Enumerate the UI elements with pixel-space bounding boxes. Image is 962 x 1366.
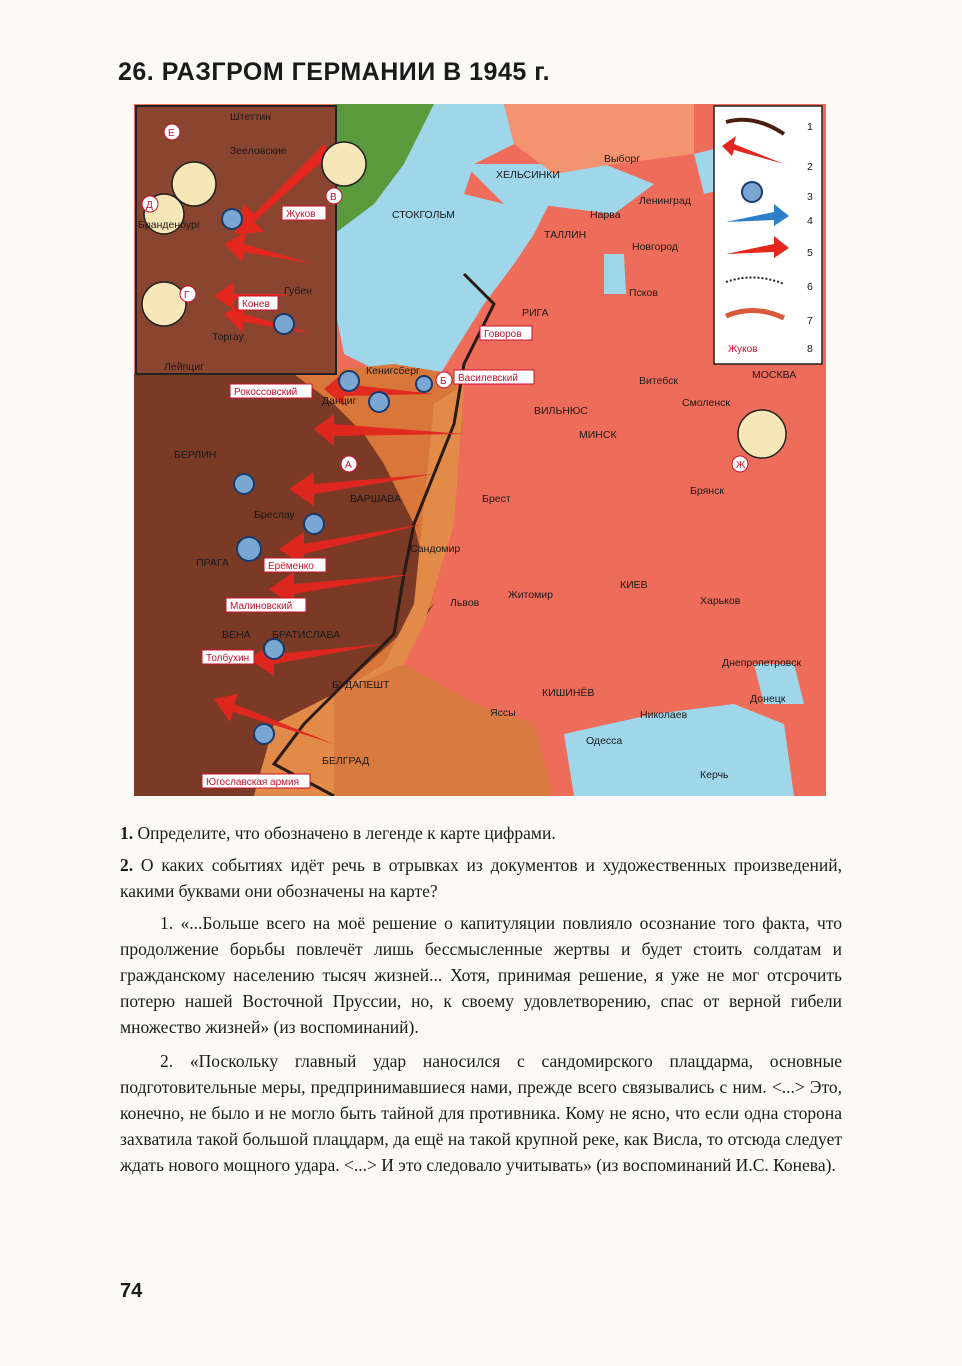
svg-text:Смоленск: Смоленск bbox=[682, 397, 731, 409]
svg-text:4: 4 bbox=[807, 215, 813, 227]
svg-text:Д: Д bbox=[146, 200, 153, 211]
svg-text:Жуков: Жуков bbox=[286, 209, 316, 220]
svg-text:СТОКГОЛЬМ: СТОКГОЛЬМ bbox=[392, 209, 455, 221]
svg-text:МОСКВА: МОСКВА bbox=[752, 369, 797, 381]
svg-text:Е: Е bbox=[168, 128, 175, 139]
svg-text:Брест: Брест bbox=[482, 493, 511, 505]
moscow-callout bbox=[738, 410, 786, 458]
svg-text:Торгау: Торгау bbox=[212, 331, 244, 343]
svg-text:Губен: Губен bbox=[284, 285, 312, 297]
svg-text:Керчь: Керчь bbox=[700, 769, 729, 781]
svg-text:Г: Г bbox=[184, 290, 190, 301]
svg-text:Новгород: Новгород bbox=[632, 241, 679, 253]
svg-text:Лейпциг: Лейпциг bbox=[164, 361, 204, 373]
svg-text:А: А bbox=[345, 460, 352, 471]
svg-text:БРАТИСЛАВА: БРАТИСЛАВА bbox=[272, 629, 341, 641]
svg-text:ВИЛЬНЮС: ВИЛЬНЮС bbox=[534, 405, 588, 417]
historical-map bbox=[134, 104, 826, 796]
svg-text:Зееловские: Зееловские bbox=[230, 145, 287, 157]
svg-text:Югославская армия: Югославская армия bbox=[206, 777, 300, 788]
svg-text:Витебск: Витебск bbox=[639, 375, 679, 387]
svg-text:6: 6 bbox=[807, 281, 813, 293]
svg-text:КИШИНЁВ: КИШИНЁВ bbox=[542, 687, 595, 699]
question-1: 1. Определите, что обозначено в легенде к карте цифрами. bbox=[120, 823, 556, 843]
svg-text:Харьков: Харьков bbox=[700, 595, 741, 607]
svg-text:Яссы: Яссы bbox=[490, 707, 516, 719]
svg-text:1: 1 bbox=[807, 121, 813, 133]
svg-text:Донецк: Донецк bbox=[750, 693, 786, 705]
svg-text:ПРАГА: ПРАГА bbox=[196, 557, 229, 569]
svg-text:Штеттин: Штеттин bbox=[230, 111, 272, 123]
svg-text:2: 2 bbox=[807, 161, 813, 173]
svg-text:Василевский: Василевский bbox=[458, 373, 518, 384]
svg-text:Псков: Псков bbox=[629, 287, 658, 299]
svg-text:7: 7 bbox=[807, 315, 813, 327]
svg-text:Ж: Ж bbox=[736, 460, 746, 471]
svg-text:Б: Б bbox=[440, 376, 447, 387]
svg-text:Львов: Львов bbox=[450, 597, 480, 609]
svg-text:5: 5 bbox=[807, 247, 813, 259]
svg-text:БЕЛГРАД: БЕЛГРАД bbox=[322, 755, 370, 767]
lake-peipus bbox=[604, 254, 626, 294]
svg-text:Одесса: Одесса bbox=[586, 735, 623, 747]
quote-2: 2. «Поскольку главный удар наносился с сандомирского плацдарма, основные подготовительные меры, предпринимавшиеся нами, прежде всего связывались с ним. <...> Это, конечно, не было и не могло быть тайной для противника. Кому не ясно, что если одна сторона захватила такой большой плацдарм, да ещё на такой крупной реке, как Висла, то отсюда следует ждать нового мощного удара. <...> И это следовало учитывать» (из воспоминаний И.С. Конева). bbox=[120, 1051, 842, 1175]
svg-text:Бреслау: Бреслау bbox=[254, 509, 295, 521]
svg-text:В: В bbox=[330, 192, 337, 203]
svg-text:МИНСК: МИНСК bbox=[579, 429, 617, 441]
map-legend bbox=[714, 106, 822, 364]
svg-text:ХЕЛЬСИНКИ: ХЕЛЬСИНКИ bbox=[496, 169, 560, 181]
svg-text:БУДАПЕШТ: БУДАПЕШТ bbox=[332, 679, 390, 691]
svg-text:РИГА: РИГА bbox=[522, 307, 549, 319]
svg-text:Данциг: Данциг bbox=[322, 395, 357, 407]
page-title: 26. РАЗГРОМ ГЕРМАНИИ В 1945 г. bbox=[118, 58, 551, 86]
svg-text:ВЕНА: ВЕНА bbox=[222, 629, 251, 641]
svg-text:8: 8 bbox=[807, 343, 813, 355]
svg-text:Ерёменко: Ерёменко bbox=[268, 561, 314, 572]
svg-text:Житомир: Житомир bbox=[508, 589, 554, 601]
svg-text:Брянск: Брянск bbox=[690, 485, 724, 497]
svg-text:ВАРШАВА: ВАРШАВА bbox=[350, 493, 401, 505]
svg-text:Выборг: Выборг bbox=[604, 153, 641, 165]
svg-text:КИЕВ: КИЕВ bbox=[620, 579, 648, 591]
page-number: 74 bbox=[120, 1280, 143, 1302]
svg-text:Малиновский: Малиновский bbox=[230, 601, 293, 612]
text-block bbox=[120, 820, 842, 1186]
svg-text:Говоров: Говоров bbox=[484, 329, 522, 340]
svg-text:ТАЛЛИН: ТАЛЛИН bbox=[544, 229, 587, 241]
svg-text:Бранденбург: Бранденбург bbox=[138, 219, 201, 231]
svg-text:Кенигсберг: Кенигсберг bbox=[366, 365, 420, 377]
svg-text:Жуков: Жуков bbox=[728, 344, 758, 355]
quote-1: 1. «...Больше всего на моё решение о капитуляции повлияло осознание того факта, что продолжение борьбы повлечёт лишь бессмысленные жертвы и будет стоить солдатам и гражданскому населению тысяч жизней... Хотя, принимая решение, я уже не мог отсрочить потерю нашей Восточной Пруссии, но, к своему удовлетворению, спас от верной гибели множество жизней» (из воспоминаний). bbox=[120, 913, 842, 1037]
svg-text:Сандомир: Сандомир bbox=[410, 543, 461, 555]
svg-text:Ленинград: Ленинград bbox=[639, 195, 691, 207]
svg-text:3: 3 bbox=[807, 191, 813, 203]
svg-text:Николаев: Николаев bbox=[640, 709, 688, 721]
svg-text:Конев: Конев bbox=[242, 299, 270, 310]
svg-text:Рокоссовский: Рокоссовский bbox=[234, 387, 298, 398]
svg-text:Нарва: Нарва bbox=[590, 209, 621, 221]
svg-text:Днепропетровск: Днепропетровск bbox=[722, 657, 802, 669]
svg-text:БЕРЛИН: БЕРЛИН bbox=[174, 449, 217, 461]
question-2: 2. О каких событиях идёт речь в отрывках из документов и художественных произведений, какими буквами они обозначены на карте? bbox=[120, 855, 842, 901]
svg-text:Толбухин: Толбухин bbox=[206, 653, 250, 664]
